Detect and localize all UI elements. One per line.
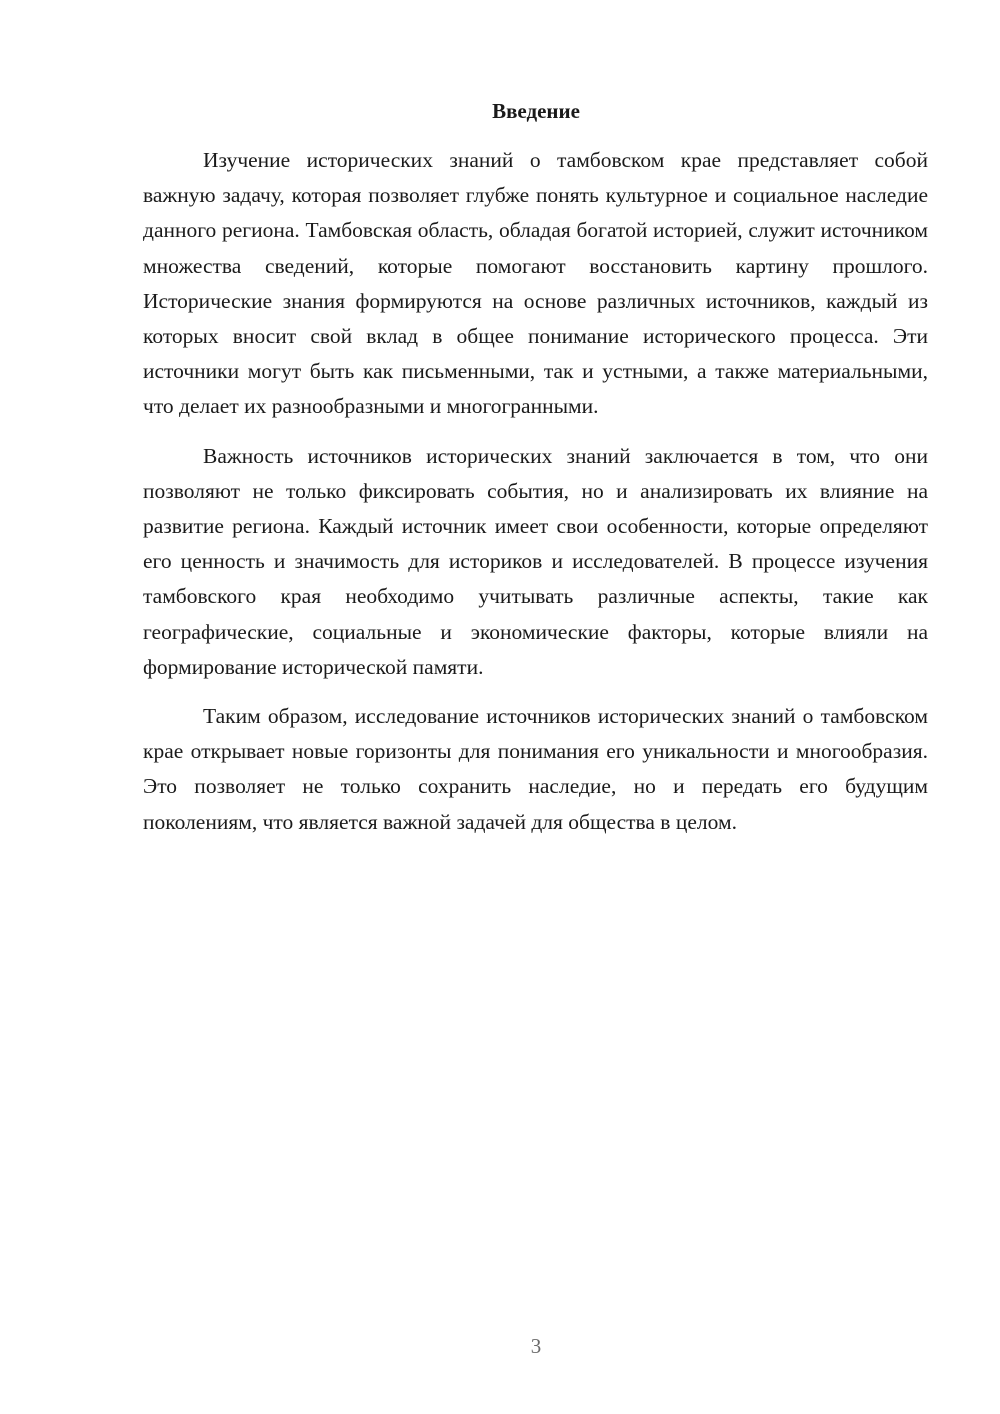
body-text [143, 143, 928, 840]
paragraph-3: Таким образом, исследование источников исторических знаний о тамбовском крае открывает новые горизонты для понимания его уникальности и многообразия. Это позволяет не только сохранить наследие, но и передать его будущим поколениям, что является важной задачей для общества в целом. [143, 704, 928, 834]
paragraph-2: Важность источников исторических знаний заключается в том, что они позволяют не только фиксировать события, но и анализировать их влияние на развитие региона. Каждый источник имеет свои особенности, которые определяют его ценность и значимость для историков и исследователей. В процессе изучения тамбовского края необходимо учитывать различные аспекты, такие как географические, социальные и экономические факторы, которые влияли на формирование исторической памяти. [143, 443, 928, 679]
page-title: Введение [492, 99, 580, 123]
page-number: 3 [530, 1334, 542, 1358]
paragraph-1: Изучение исторических знаний о тамбовском крае представляет собой важную задачу, которая позволяет глубже понять культурное и социальное наследие данного региона. Тамбовская область, обладая богатой историей, служит источником множества сведений, которые помогают восстановить картину прошлого. Исторические знания формируются на основе различных источников, каждый из которых вносит свой вклад в общее понимание исторического процесса. Эти источники могут быть как письменными, так и устными, а также материальными, что делает их разнообразными и многогранными. [143, 148, 928, 419]
